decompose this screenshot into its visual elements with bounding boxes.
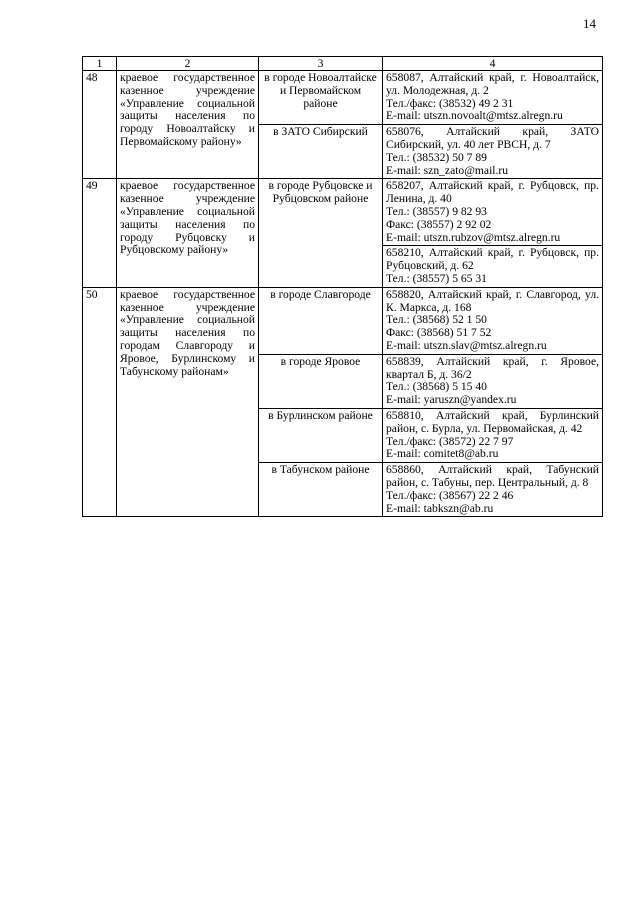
address-cell [383,246,603,287]
address-line: 658860, Алтайский край, Табунский район, с. Табуны, пер. Центральный, д. 8 [386,463,599,489]
location-cell: в ЗАТО Сибирский [259,125,383,179]
address-line: 658820, Алтайский край, г. Славгород, ул. К. Маркса, д. 168 [386,287,599,314]
fax-line: Факс: (38568) 51 7 52 [386,326,492,340]
address-line: 658210, Алтайский край, г. Рубцовск, пр. Рубцовский, д. 62 [386,246,599,273]
address-cell [383,125,603,179]
phone-line: Тел.: (38532) 50 7 89 [386,150,487,164]
location-cell: в городе Яровое [259,354,383,408]
column-header: 3 [259,57,383,71]
location-cell: в Табунском районе [259,463,383,517]
phone-line: Тел.: (38568) 5 15 40 [386,380,487,394]
email-line: E-mail: utszn.novoalt@mtsz.alregn.ru [386,109,563,123]
column-header: 2 [117,57,259,71]
address-cell [383,354,603,408]
organization-name: краевое государственное казенное учреждение «Управление социальной защиты населения по городу Рубцовску и Рубцовскому району» [117,179,259,287]
email-line: E-mail: utszn.slav@mtsz.alregn.ru [386,338,547,352]
phone-line: Тел.: (38568) 52 1 50 [386,313,487,327]
phone-line: Тел.: (38557) 9 82 93 [386,204,487,218]
phone-line: Тел./факс: (38572) 22 7 97 [386,434,514,448]
address-cell [383,287,603,354]
table-row [83,71,603,125]
location-cell: в городе Рубцовске и Рубцовском районе [259,179,383,287]
column-header: 1 [83,57,117,71]
email-line: E-mail: tabkszn@ab.ru [386,501,494,515]
address-line: 658810, Алтайский край, Бурлинский район, с. Бурла, ул. Первомайская, д. 42 [386,408,599,435]
address-cell [383,408,603,462]
address-line: 658207, Алтайский край, г. Рубцовск, пр. Ленина, д. 40 [386,179,599,206]
row-number: 49 [83,179,117,287]
email-line: E-mail: yaruszn@yandex.ru [386,393,517,407]
address-cell [383,179,603,246]
contacts-table [82,56,603,517]
organization-name: краевое государственное казенное учреждение «Управление социальной защиты населения по городам Славгороду и Яровое, Бурлинскому и Табунскому районам» [117,287,259,517]
row-number: 48 [83,71,117,179]
address-line: 658076, Алтайский край, ЗАТО Сибирский, ул. 40 лет РВСН, д. 7 [386,125,599,151]
email-line: E-mail: comitet8@ab.ru [386,447,499,461]
address-line: 658839, Алтайский край, г. Яровое, квартал Б, д. 36/2 [386,354,599,381]
phone-line: Тел.: (38557) 5 65 31 [386,271,487,285]
location-cell: в городе Новоалтайске и Первомайском районе [259,71,383,125]
table-row [83,287,603,354]
email-line: E-mail: utszn.rubzov@mtsz.alregn.ru [386,230,561,244]
address-cell [383,71,603,125]
location-cell: в городе Славгороде [259,287,383,354]
table-header-row [83,57,603,71]
row-number: 50 [83,287,117,517]
email-line: E-mail: szn_zato@mail.ru [386,163,509,177]
column-header: 4 [383,57,603,71]
address-line: 658087, Алтайский край, г. Новоалтайск, ул. Молодежная, д. 2 [386,71,599,97]
organization-name: краевое государственное казенное учреждение «Управление социальной защиты населения по городу Новоалтайску и Первомайскому району» [117,71,259,179]
table-row [83,179,603,246]
address-cell [383,463,603,517]
page-number: 14 [583,16,596,31]
phone-line: Тел./факс: (38532) 49 2 31 [386,96,514,110]
fax-line: Факс: (38557) 2 92 02 [386,217,492,231]
phone-line: Тел./факс: (38567) 22 2 46 [386,488,514,502]
location-cell: в Бурлинском районе [259,408,383,462]
